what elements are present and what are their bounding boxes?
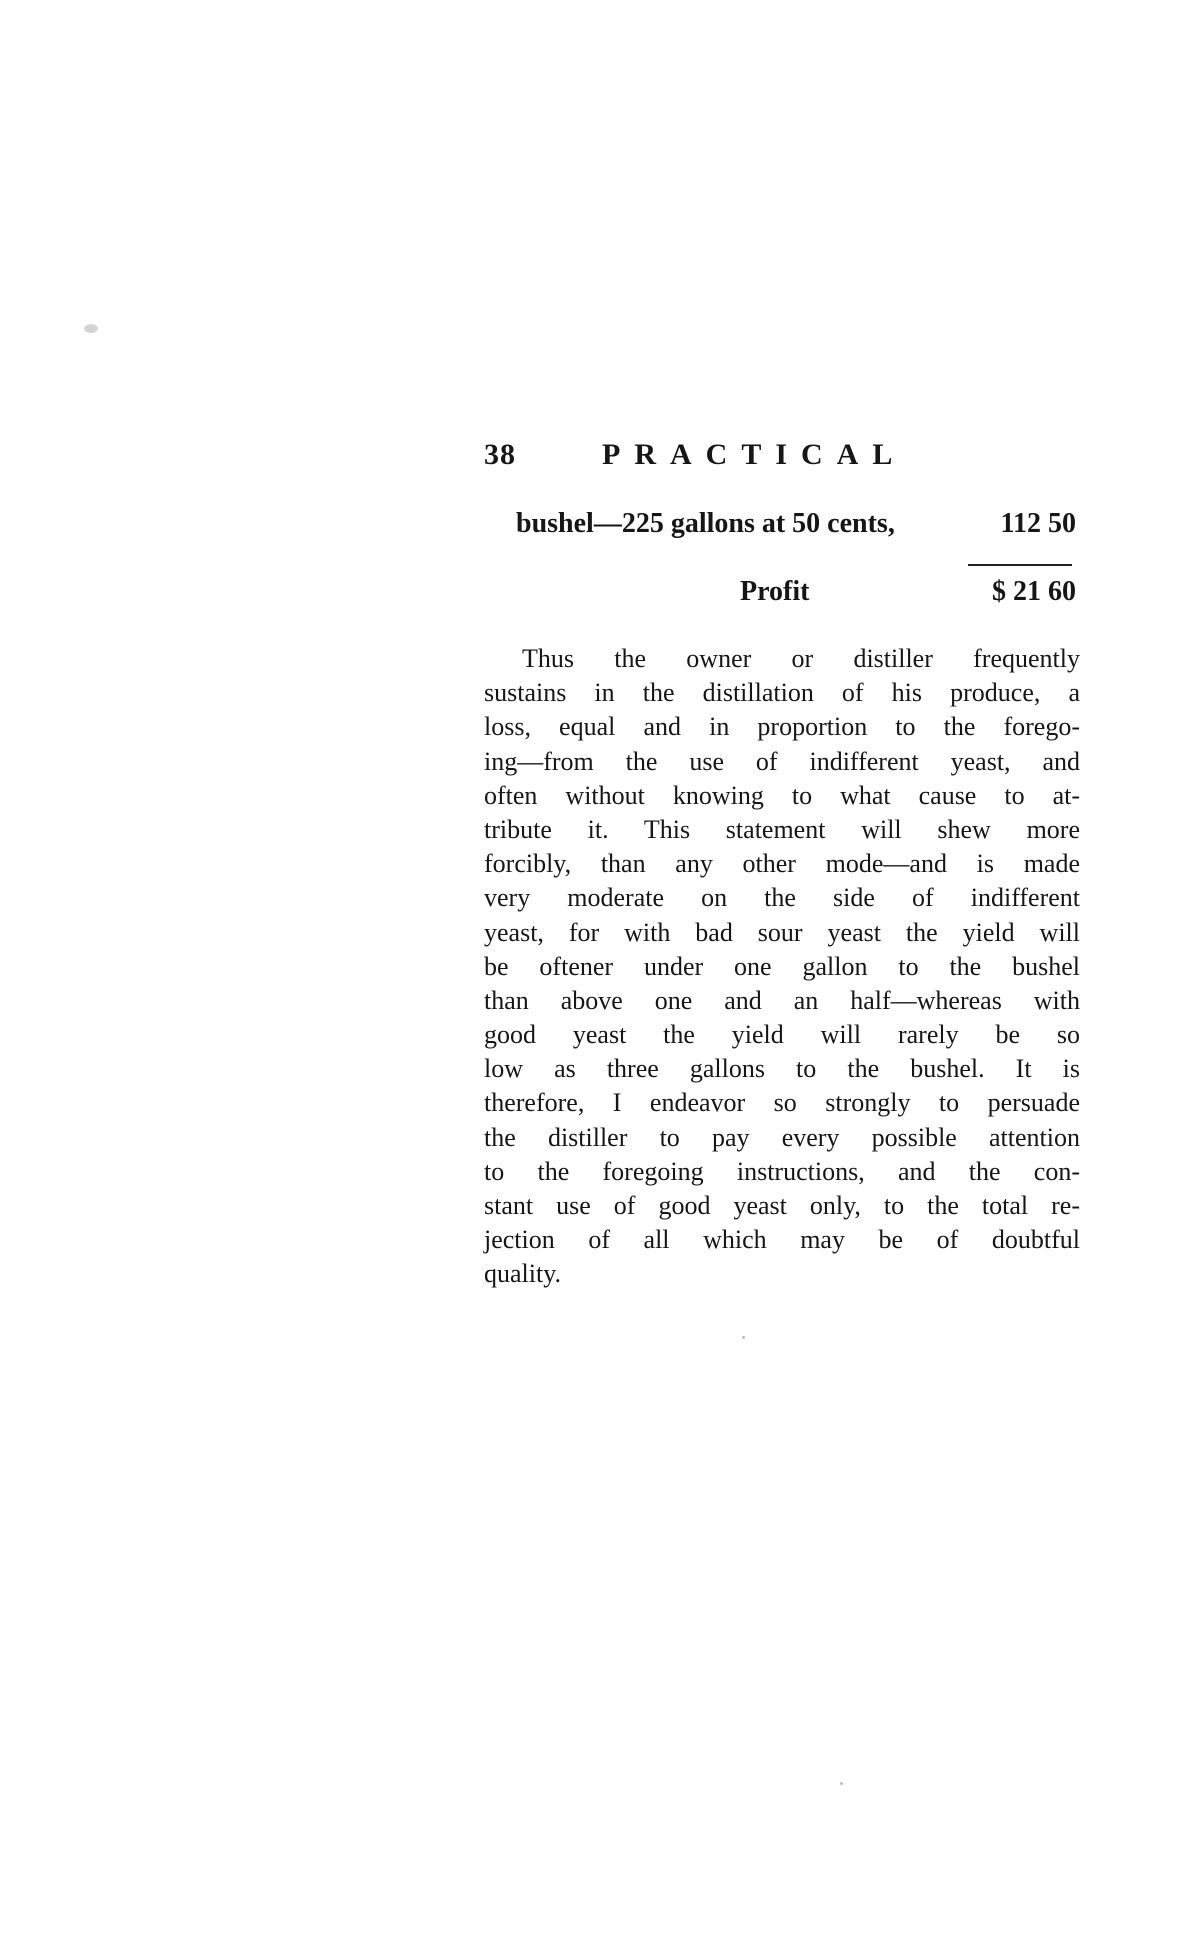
text-line: the distiller to pay every possible attention xyxy=(484,1122,1080,1152)
text-line: jection of all which may be of doubtful xyxy=(484,1225,1080,1255)
text-line: low as three gallons to the bushel. It is xyxy=(484,1054,1080,1084)
paper-speck xyxy=(840,1782,843,1785)
page-number: 38 xyxy=(484,438,516,471)
profit-line xyxy=(740,576,1076,608)
text-line: good yeast the yield will rarely be so xyxy=(484,1020,1080,1050)
text-line: ing—from the use of indifferent yeast, and xyxy=(484,746,1080,776)
text-line: very moderate on the side of indifferent xyxy=(484,883,1080,913)
text-line: be oftener under one gallon to the bushel xyxy=(484,951,1080,981)
page-header xyxy=(484,438,954,478)
profit-amount: $ 21 60 xyxy=(992,576,1076,607)
running-head: PRACTICAL xyxy=(602,438,907,471)
body-paragraph xyxy=(484,642,1080,1292)
ledger-amount: 112 50 xyxy=(1000,508,1076,539)
text-line: loss, equal and in proportion to the forego- xyxy=(484,712,1080,742)
text-line: to the foregoing instructions, and the con- xyxy=(484,1156,1080,1186)
ledger-line xyxy=(516,508,1076,540)
text-line: therefore, I endeavor so strongly to persuade xyxy=(484,1088,1080,1118)
sum-rule xyxy=(968,564,1072,566)
ledger-description: bushel—225 gallons at 50 cents, xyxy=(516,508,895,539)
text-line: than above one and an half—whereas with xyxy=(484,985,1080,1015)
paper-speck xyxy=(84,324,98,333)
text-line: stant use of good yeast only, to the total re- xyxy=(484,1191,1080,1220)
paper-speck xyxy=(742,1336,745,1339)
profit-label: Profit xyxy=(740,576,810,607)
text-line: sustains in the distillation of his produce, a xyxy=(484,678,1080,708)
text-line: yeast, for with bad sour yeast the yield will xyxy=(484,917,1080,947)
text-line: quality. xyxy=(484,1259,562,1289)
text-line: Thus the owner or distiller frequently xyxy=(522,644,1080,673)
text-line: tribute it. This statement will shew more xyxy=(484,814,1080,844)
text-line: often without knowing to what cause to at- xyxy=(484,780,1080,810)
text-line: forcibly, than any other mode—and is made xyxy=(484,849,1080,879)
